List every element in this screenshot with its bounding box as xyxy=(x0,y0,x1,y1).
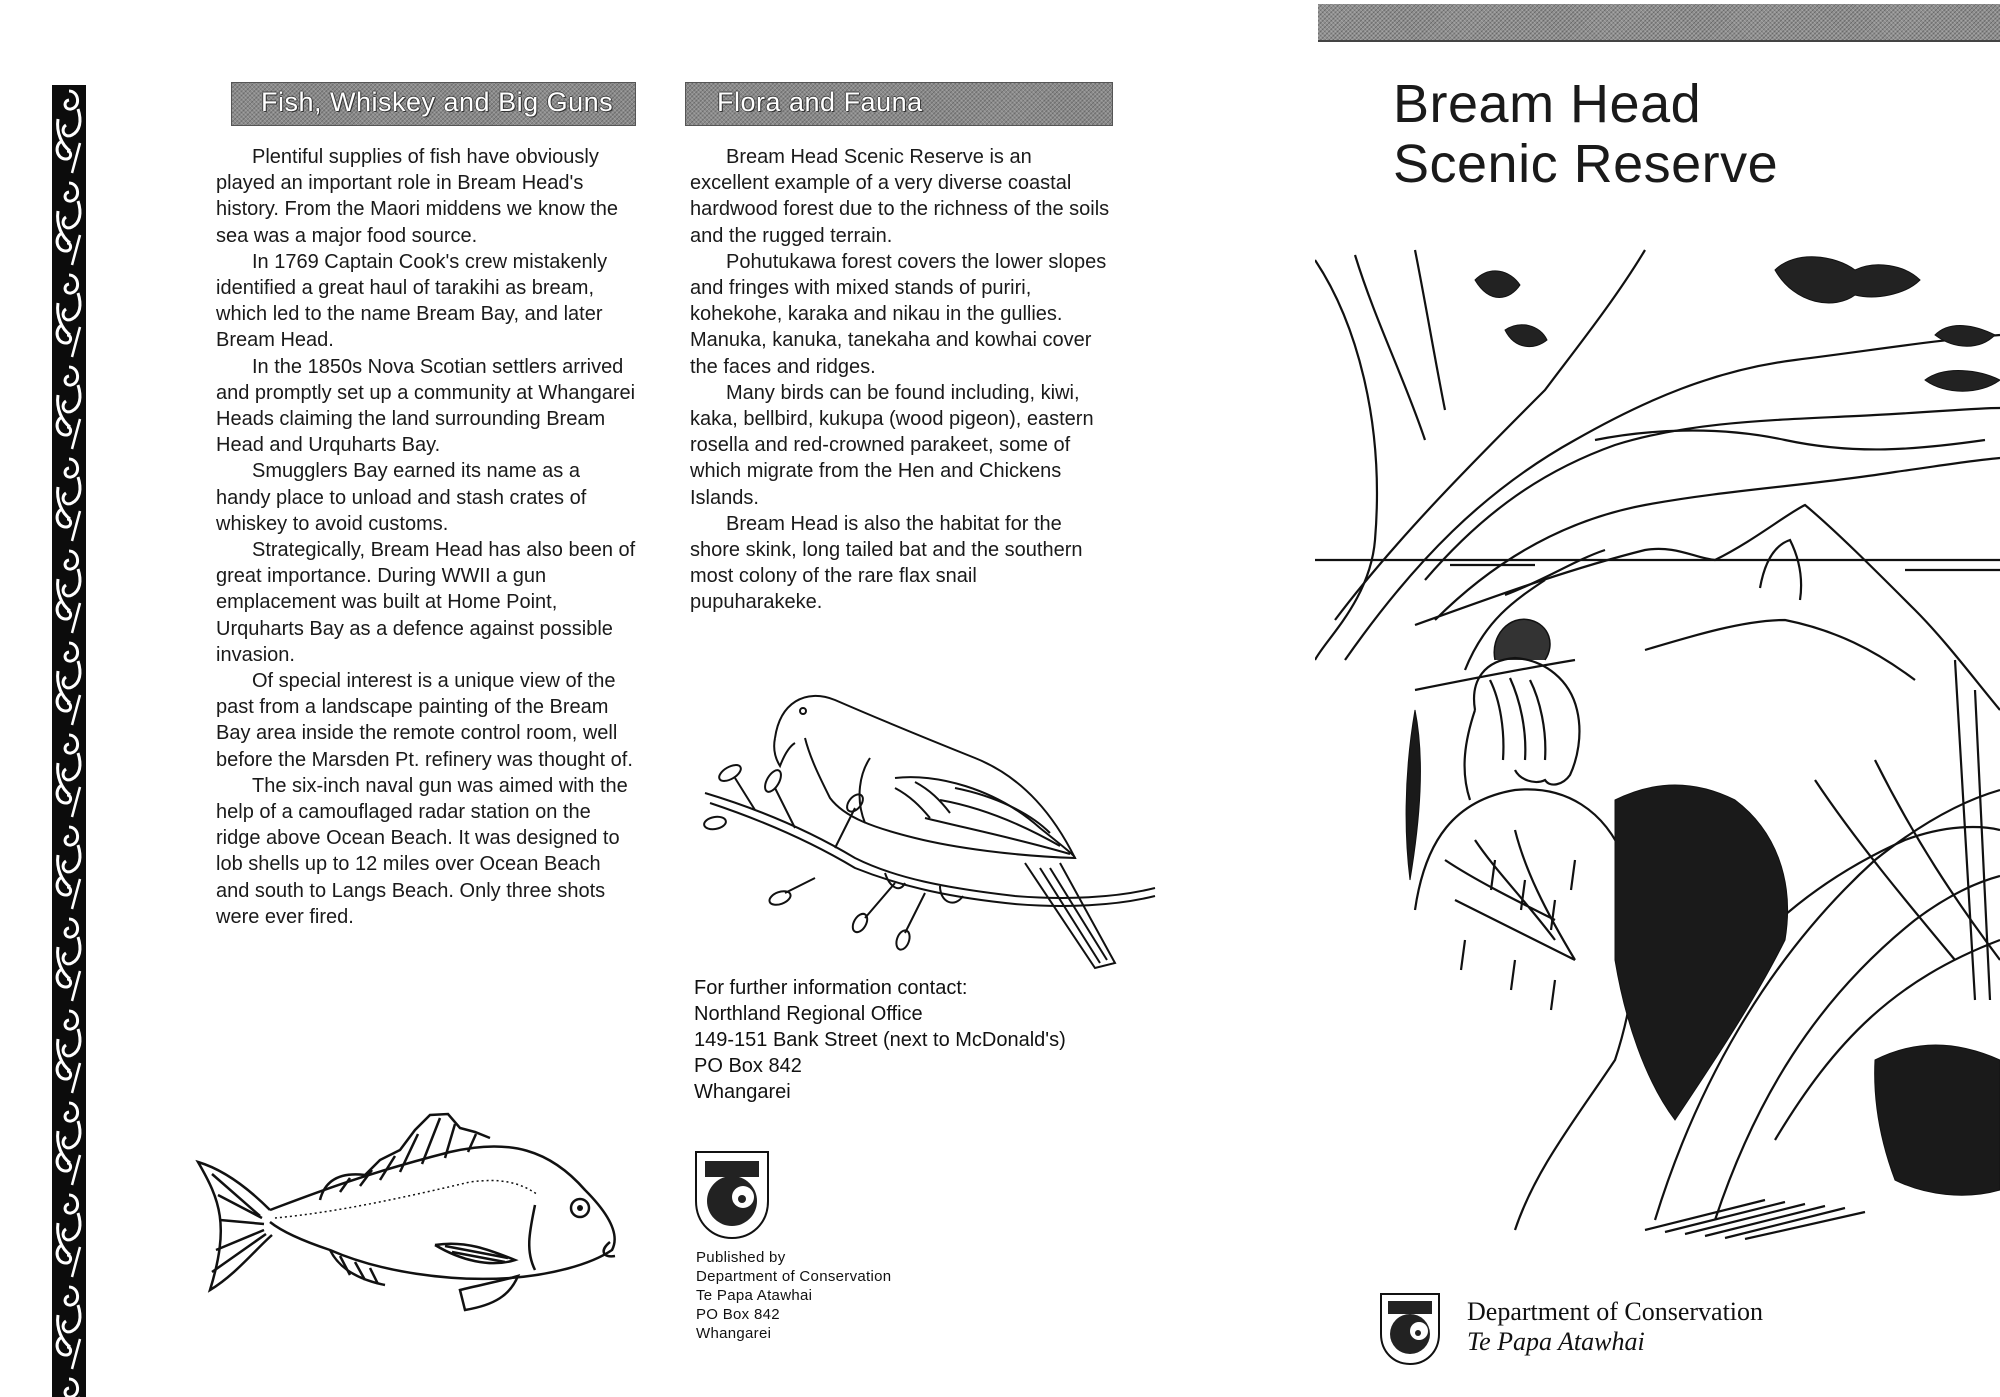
paragraph: The six-inch naval gun was aimed with the help of a camouflaged radar station on the ridge above Ocean Beach. It was designed to lob shells up to 12 miles over Ocean Beach and south to Langs Beach. Only three shots were ever fired. xyxy=(216,774,628,928)
paragraph: In the 1850s Nova Scotian settlers arrived and promptly set up a community at Whangarei Heads claiming the land surrounding Bream Head and Urquharts Bay. xyxy=(216,355,636,457)
history-text-column xyxy=(216,144,636,930)
koru-pattern-border xyxy=(52,85,86,1397)
koru-pattern-icon xyxy=(52,85,86,1397)
paragraph: Smugglers Bay earned its name as a handy place to unload and stash crates of whiskey to avoid customs. xyxy=(216,460,587,535)
landscape-woman-icon xyxy=(1315,240,2000,1240)
kukupa-pigeon-illustration xyxy=(695,678,1165,978)
doc-logo-large xyxy=(1379,1292,1441,1366)
department-name-maori: Te Papa Atawhai xyxy=(1467,1327,1645,1356)
paragraph: Of special interest is a unique view of the past from a landscape painting of the Bream Bay area inside the remote control room, well before the Marsden Pt. refinery was thought of. xyxy=(216,670,633,771)
publisher-info xyxy=(696,1248,956,1343)
cover-landscape-illustration xyxy=(1315,240,2000,1240)
flora-fauna-text-column xyxy=(690,144,1112,616)
paragraph: Strategically, Bream Head has also been of great importance. During WWII a gun emplacement was built at Home Point, Urquharts Bay as a defence against possible invasion. xyxy=(216,539,636,666)
contact-street: 149-151 Bank Street (next to McDonald's) xyxy=(694,1029,1066,1051)
section-title: Flora and Fauna xyxy=(717,87,923,117)
published-by-label: Published by xyxy=(696,1249,786,1266)
pigeon-icon xyxy=(695,678,1165,978)
snapper-fish-illustration xyxy=(190,1100,630,1330)
section-header-flora-fauna xyxy=(685,82,1113,126)
section-title: Fish, Whiskey and Big Guns xyxy=(261,87,614,117)
cover-title-line1: Bream Head xyxy=(1393,74,1702,134)
paragraph: In 1769 Captain Cook's crew mistakenly identified a great haul of tarakihi as bream, which led to the name Bream Bay, and later Bream Head. xyxy=(216,250,608,352)
cover-title-line2: Scenic Reserve xyxy=(1393,134,1779,194)
publisher-maori-name: Te Papa Atawhai xyxy=(696,1287,813,1304)
doc-koru-shield-icon xyxy=(693,1149,771,1241)
cover-top-strip xyxy=(1318,4,2000,42)
department-name-english: Department of Conservation xyxy=(1467,1297,1764,1326)
department-name xyxy=(1467,1297,1763,1357)
fish-icon xyxy=(190,1100,630,1330)
contact-info xyxy=(694,975,1134,1105)
contact-office: Northland Regional Office xyxy=(694,1003,923,1025)
paragraph: Bream Head Scenic Reserve is an excellent example of a very diverse coastal hardwood forest due to the richness of the soils and the rugged terrain. xyxy=(690,146,1110,247)
paragraph: Pohutukawa forest covers the lower slopes and fringes with mixed stands of puriri, kohekohe, karaka and nikau in the gullies. Manuka, kanuka, tanekaha and kowhai cover the faces and ridges. xyxy=(690,250,1107,378)
section-header-fish-whiskey-guns xyxy=(231,82,636,126)
paragraph: Plentiful supplies of fish have obviously played an important role in Bream Head's history. From the Maori middens we know the sea was a major food source. xyxy=(216,146,619,247)
paragraph: Many birds can be found including, kiwi, kaka, bellbird, kukupa (wood pigeon), eastern rosella and red-crowned parakeet, some of which migrate from the Hen and Chickens Islands. xyxy=(690,381,1094,509)
doc-logo-small xyxy=(693,1149,771,1241)
paragraph: Bream Head is also the habitat for the shore skink, long tailed bat and the southern most colony of the rare flax snail pupuharakeke. xyxy=(690,512,1083,614)
publisher-name: Department of Conservation xyxy=(696,1268,892,1285)
doc-koru-shield-icon xyxy=(1379,1292,1441,1366)
contact-heading: For further information contact: xyxy=(694,977,968,999)
contact-po-box: PO Box 842 xyxy=(694,1055,802,1077)
cover-title xyxy=(1393,74,1778,194)
publisher-po-box: PO Box 842 xyxy=(696,1306,780,1323)
contact-city: Whangarei xyxy=(694,1081,791,1103)
publisher-city: Whangarei xyxy=(696,1325,772,1342)
